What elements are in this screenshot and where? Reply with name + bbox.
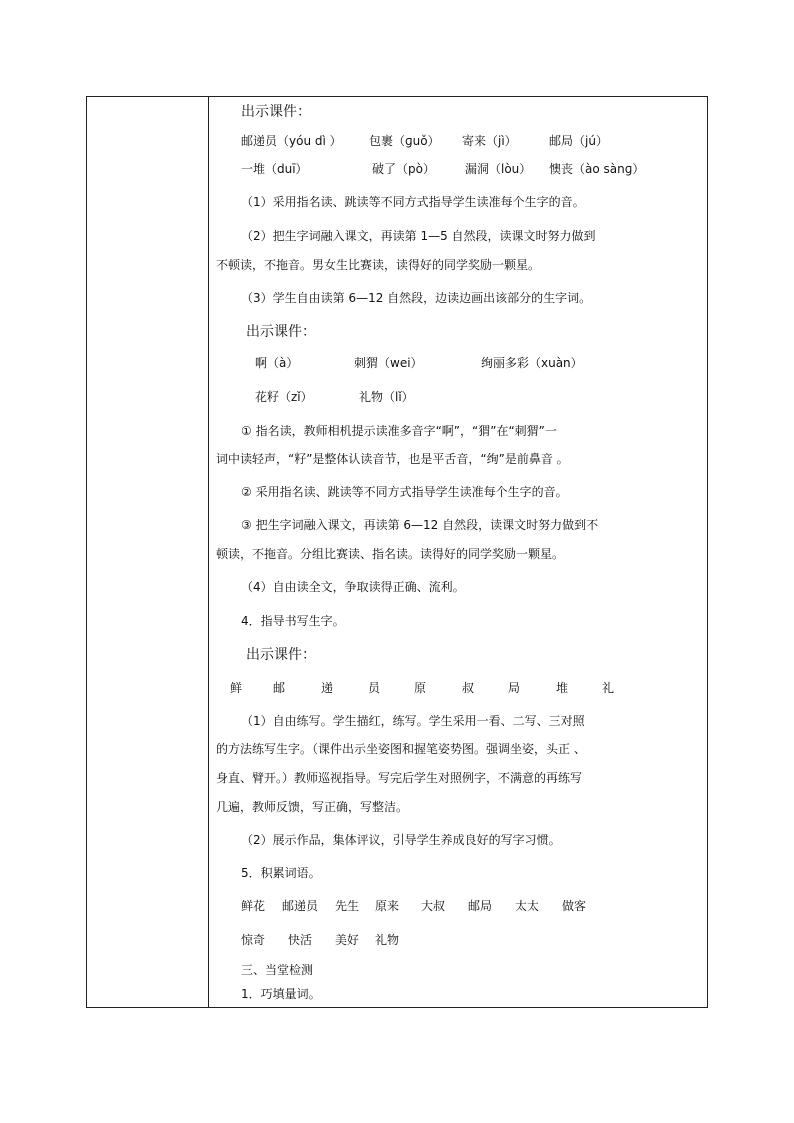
character: 鲜: [230, 681, 243, 695]
vocab-item: 刺猬（wei）: [354, 356, 423, 370]
step-heading: 4．指导书写生字。: [241, 614, 345, 628]
paragraph: （1）自由练写。学生描红，练写。学生采用一看、二写、三对照: [241, 714, 585, 728]
paragraph: （3）学生自由读第 6—12 自然段，边读边画出该部分的生字词。: [241, 291, 592, 305]
vocab-item: 啊（à）: [255, 356, 299, 370]
character: 礼: [602, 681, 615, 695]
paragraph: ① 指名读，教师相机提示读准多音字“啊”，“猬”在“刺猬”一: [241, 424, 557, 438]
vocab-item: 礼物（lǐ）: [359, 390, 414, 404]
character: 堆: [556, 681, 569, 695]
courseware-heading-3: 出示课件：: [246, 647, 316, 663]
vocab-item: 花籽（zǐ）: [255, 390, 313, 404]
word: 大叔: [421, 899, 446, 913]
step-heading: 5．积累词语。: [241, 866, 321, 880]
section-heading: 三、当堂检测: [241, 963, 314, 977]
word: 先生: [335, 899, 360, 913]
vocab-item: 寄来（jì）: [462, 134, 517, 148]
paragraph: 不顿读，不拖音。男女生比赛读，读得好的同学奖励一颗星。: [216, 258, 541, 272]
word: 美好: [335, 933, 360, 947]
word: 做客: [562, 899, 587, 913]
paragraph: 的方法练写生字。（课件出示坐姿图和握笔姿势图。强调坐姿，头正 、: [216, 742, 586, 756]
character: 局: [508, 681, 521, 695]
vocab-item: 绚丽多彩（xuàn）: [481, 356, 583, 370]
column-divider: [208, 97, 209, 1007]
paragraph: ③ 把生字词融入课文，再读第 6—12 自然段，读课文时努力做到不: [241, 518, 599, 532]
paragraph: （1）采用指名读、跳读等不同方式指导学生读准每个生字的音。: [241, 195, 585, 209]
paragraph: ② 采用指名读、跳读等不同方式指导学生读准每个生字的音。: [241, 485, 568, 499]
word: 邮局: [468, 899, 493, 913]
vocab-item: 破了（pò）: [372, 162, 435, 176]
word: 邮递员: [282, 899, 319, 913]
paragraph: 顿读，不拖音。分组比赛读、指名读。读得好的同学奖励一颗星。: [216, 547, 565, 561]
character: 员: [368, 681, 381, 695]
vocab-item: 一堆（duī）: [241, 162, 308, 176]
vocab-item: 漏洞（lòu）: [465, 162, 532, 176]
vocab-item: 懊丧（ào sànɡ）: [549, 162, 645, 176]
character: 邮: [273, 681, 286, 695]
word: 快活: [288, 933, 313, 947]
vocab-item: 邮局（jú）: [549, 134, 608, 148]
paragraph: （2）展示作品，集体评议，引导学生养成良好的写字习惯。: [241, 833, 561, 847]
paragraph: 词中读轻声，“籽”是整体认读音节，也是平舌音，“绚”是前鼻音 。: [216, 452, 569, 466]
paragraph: （4）自由读全文，争取读得正确、流利。: [241, 580, 465, 594]
courseware-heading-2: 出示课件：: [246, 324, 316, 340]
vocab-item: 邮递员（yóu dì ）: [241, 134, 342, 148]
question: 1．巧填量词。: [241, 987, 321, 1001]
word: 惊奇: [241, 933, 266, 947]
word: 太太: [515, 899, 540, 913]
word: 礼物: [375, 933, 400, 947]
paragraph: 身直、臂开。）教师巡视指导。写完后学生对照例字，不满意的再练写: [216, 771, 583, 785]
paragraph: 几遍，教师反馈，写正确，写整洁。: [216, 800, 409, 814]
character: 叔: [462, 681, 475, 695]
word: 原来: [375, 899, 400, 913]
character: 递: [321, 681, 334, 695]
word: 鲜花: [241, 899, 266, 913]
character: 原: [414, 681, 427, 695]
paragraph: （2）把生字词融入课文，再读第 1—5 自然段，读课文时努力做到: [241, 229, 596, 243]
vocab-item: 包裹（ɡuǒ）: [369, 134, 440, 148]
courseware-heading-1: 出示课件：: [241, 104, 311, 120]
